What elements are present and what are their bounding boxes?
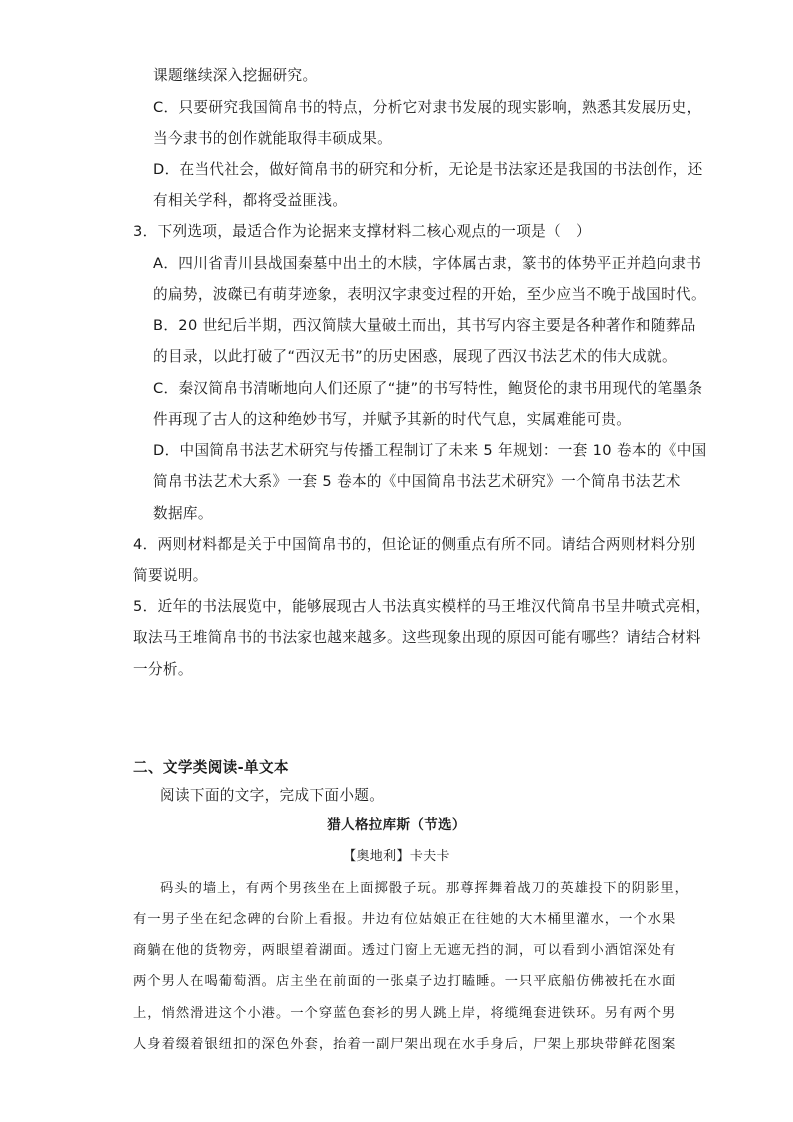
option-c-line: C．秦汉简帛书清晰地向人们还原了“捷”的书写特性，鲍贤伦的隶书用现代的笔墨条	[153, 380, 703, 397]
question-3: 3．下列选项，最适合作为论据来支撑材料二核心观点的一项是（ ）	[133, 223, 591, 240]
story-line: 有一男子坐在纪念碑的台阶上看报。井边有位姑娘正在往她的大木桶里灌水，一个水果	[133, 912, 677, 927]
story-author: 【奥地利】卡夫卡	[343, 849, 450, 864]
story-title: 猎人格拉库斯（节选）	[327, 817, 466, 833]
text-line: 简要说明。	[133, 567, 208, 584]
option-d-line: D．在当代社会，做好简帛书的研究和分析，无论是书法家还是我国的书法创作，还	[153, 161, 703, 178]
story-line: 两个男人在喝葡萄酒。店主坐在前面的一张桌子边打瞌睡。一只平底船仿佛被托在水面	[133, 974, 677, 989]
question-4: 4．两则材料都是关于中国简帛书的，但论证的侧重点有所不同。请结合两则材料分别	[133, 536, 696, 553]
option-c-line: C．只要研究我国简帛书的特点，分析它对隶书发展的现实影响，熟悉其发展历史，	[153, 99, 702, 116]
option-d-line: D．中国简帛书法艺术研究与传播工程制订了未来 5 年规划：一套 10 卷本的《中国	[153, 442, 707, 459]
text-line: 数据库。	[153, 505, 213, 522]
option-a-line: A．四川省青川县战国秦墓中出土的木牍，字体属古隶，篆书的体势平正并趋向隶书	[153, 255, 702, 272]
option-b-line: B．20 世纪后半期，西汉简牍大量破土而出，其书写内容主要是各种著作和随葬品	[153, 317, 696, 334]
story-line: 人身着缀着银纽扣的深色外套，抬着一副尸架出现在水手身后，尸架上那块带鲜花图案	[133, 1037, 677, 1052]
instruction: 阅读下面的文字，完成下面小题。	[160, 787, 385, 804]
story-line: 码头的墙上，有两个男孩坐在上面掷骰子玩。那尊挥舞着战刀的英雄投下的阴影里，	[160, 881, 689, 896]
section-heading: 二、文学类阅读-单文本	[133, 759, 289, 776]
text-line: 的目录，以此打破了“西汉无书”的历史困惑，展现了西汉书法艺术的伟大成就。	[153, 348, 677, 365]
text-line: 有相关学科，都将受益匪浅。	[153, 192, 348, 209]
question-5: 5．近年的书法展览中，能够展现古人书法真实模样的马王堆汉代简帛书呈井喷式亮相，	[133, 598, 711, 615]
text-line: 当今隶书的创作就能取得丰硕成果。	[153, 130, 393, 147]
text-line: 件再现了古人的这种绝妙书写，并赋予其新的时代气息，实属难能可贵。	[153, 411, 632, 428]
story-line: 上，悄然滑进这个小港。一个穿蓝色套衫的男人跳上岸，将缆绳套进铁环。另有两个男	[133, 1006, 677, 1021]
text-line: 课题继续深入挖掘研究。	[153, 67, 318, 84]
text-line: 的扁势，波磔已有萌芽迹象，表明汉字隶变过程的开始，至少应当不晚于战国时代。	[153, 286, 706, 303]
text-line: 简帛书法艺术大系》一套 5 卷本的《中国简帛书法艺术研究》一个简帛书法艺术	[153, 473, 681, 490]
text-line: 取法马王堆简帛书的书法家也越来越多。这些现象出现的原因可能有哪些？请结合材料	[133, 629, 701, 646]
text-line: 一分析。	[133, 661, 193, 678]
story-line: 商躺在他的货物旁，两眼望着湖面。透过门窗上无遮无挡的洞，可以看到小酒馆深处有	[133, 943, 677, 958]
